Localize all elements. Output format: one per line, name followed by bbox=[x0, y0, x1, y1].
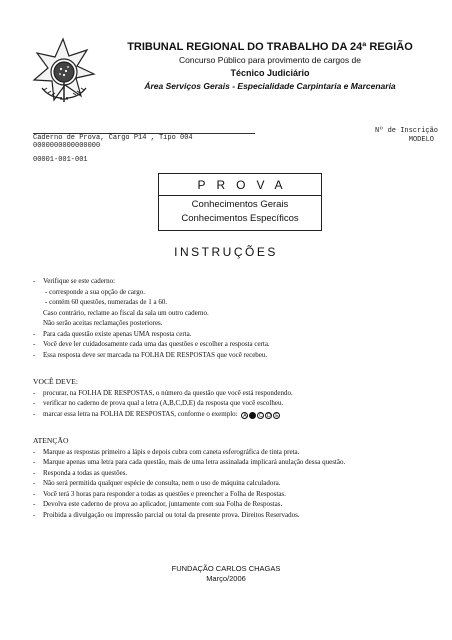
prova-box bbox=[158, 173, 322, 231]
atencao-heading: ATENÇÃO bbox=[33, 436, 69, 445]
list-item: - Para cada questão existe apenas UMA resposta certa. bbox=[33, 329, 192, 338]
court-title: TRIBUNAL REGIONAL DO TRABALHO DA 24ª REGIÃO bbox=[127, 41, 413, 53]
bubble-a: A bbox=[243, 412, 247, 419]
list-item: - corresponde a sua opção de cargo. bbox=[45, 287, 145, 296]
list-item: - Você terá 3 horas para responder a todas as questões e preencher a Folha de Respostas. bbox=[33, 489, 286, 498]
inscricao-label: Nº de Inscrição bbox=[374, 127, 438, 135]
footer-date: Março/2006 bbox=[206, 574, 246, 583]
instrucoes-title: INSTRUÇÕES bbox=[174, 245, 278, 259]
list-item: - Devolva este caderno de prova ao aplicador, juntamente com sua Folha de Respostas. bbox=[33, 500, 283, 508]
list-item: - Marque as respostas primeiro a lápis e depois cubra com caneta esferográfica de tinta preta. bbox=[33, 447, 300, 456]
list-item: - Não será permitida qualquer espécie de consulta, nem o uso de máquina calculadora. bbox=[33, 479, 281, 487]
coat-of-arms-emblem bbox=[28, 36, 98, 106]
exam-subtitle: Concurso Público para provimento de cargos de bbox=[179, 55, 361, 65]
list-item: - Responda a todas as questões. bbox=[33, 468, 128, 477]
footer bbox=[0, 564, 452, 584]
bubble-b-filled: B bbox=[251, 412, 255, 419]
inscricao-block bbox=[338, 127, 438, 145]
list-item: - verificar no caderno de prova qual a letra (A,B,C,D,E) da resposta que você escolheu. bbox=[33, 399, 284, 407]
caderno-label: Caderno de Prova, Cargo P14 , Tipo 004 bbox=[33, 134, 193, 142]
list-item: - Você deve ler cuidadosamente cada uma das questões e escolher a resposta certa. bbox=[33, 340, 270, 348]
instructions-list bbox=[33, 276, 445, 360]
inscricao-value: MODELO bbox=[408, 136, 434, 144]
answer-bubbles-example bbox=[241, 412, 280, 419]
list-item: - contém 60 questões, numeradas de 1 a 60. bbox=[45, 298, 168, 306]
list-item: - procurar, na FOLHA DE RESPOSTAS, o número da questão que você está respondendo. bbox=[33, 388, 293, 397]
list-item: Não serão aceitas reclamações posteriores. bbox=[43, 319, 163, 327]
job-area: Área Serviços Gerais - Especialidade Carpintaria e Marcenaria bbox=[144, 81, 396, 91]
voce-deve-heading: VOCÊ DEVE: bbox=[33, 377, 78, 386]
identification-codes bbox=[33, 134, 193, 150]
atencao-section bbox=[33, 434, 445, 520]
prova-conhecimentos-gerais: Conhecimentos Gerais bbox=[191, 199, 289, 210]
voce-deve-section bbox=[33, 375, 445, 419]
prova-title: PROVA bbox=[197, 178, 294, 192]
list-item: - Proibida a divulgação ou impressão parcial ou total da presente prova. Direitos Reservados. bbox=[33, 510, 300, 519]
prova-divider bbox=[159, 195, 321, 196]
list-item: - Verifique se este caderno: bbox=[33, 277, 116, 285]
list-item: Caso contrário, reclame ao fiscal da sala um outro caderno. bbox=[43, 308, 209, 317]
list-item: - Essa resposta deve ser marcada na FOLHA DE RESPOSTAS que você recebeu. bbox=[33, 350, 268, 359]
bubble-c: C bbox=[259, 412, 263, 419]
bubble-e: E bbox=[275, 412, 279, 419]
job-role: Técnico Judiciário bbox=[230, 68, 310, 78]
footer-organization: FUNDAÇÃO CARLOS CHAGAS bbox=[171, 564, 281, 573]
list-item: - marcar essa letra na FOLHA DE RESPOSTAS, conforme o exemplo: A B C D E bbox=[33, 409, 279, 419]
bubble-d: D bbox=[267, 412, 271, 419]
list-item: - Marque apenas uma letra para cada questão, mais de uma letra assinalada implicará anulação dessa questão. bbox=[33, 458, 346, 466]
prova-conhecimentos-especificos: Conhecimentos Específicos bbox=[181, 213, 299, 224]
header bbox=[100, 40, 440, 93]
caderno-code: 0000000000000000 bbox=[33, 142, 101, 150]
candidate-code: 00001-001-001 bbox=[33, 156, 88, 164]
